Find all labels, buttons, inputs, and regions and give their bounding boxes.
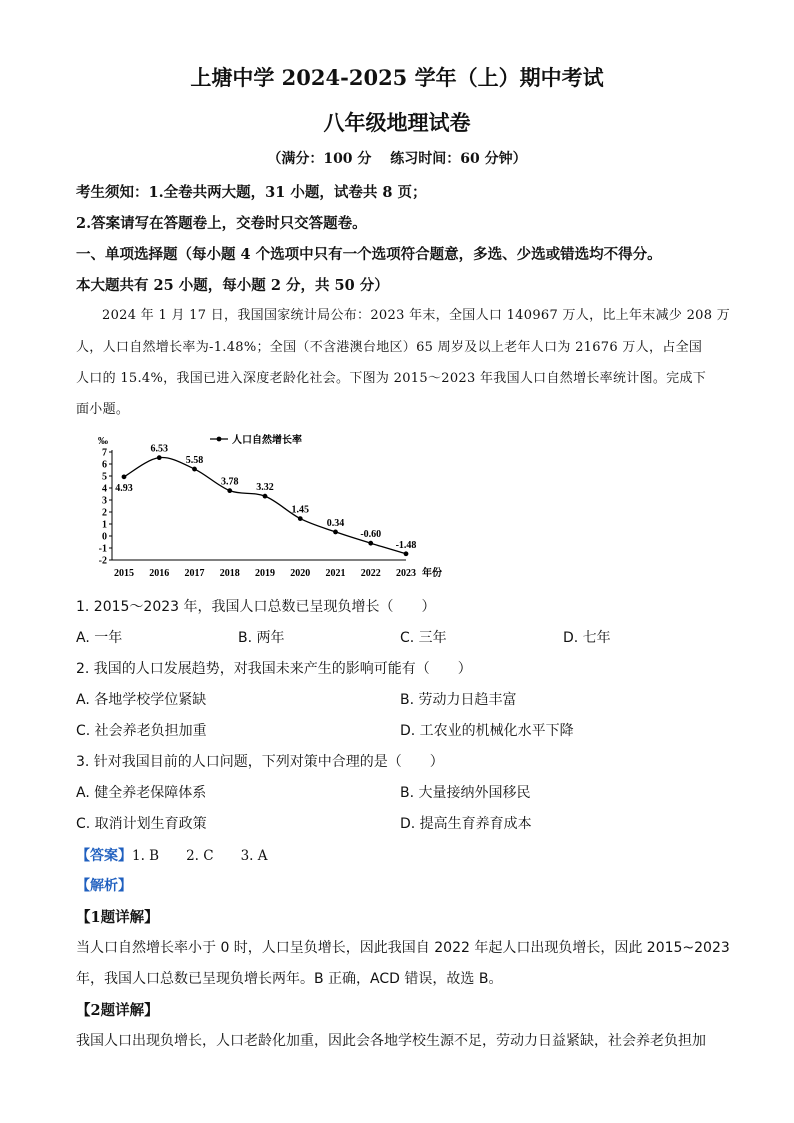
y-tick-label: 0 xyxy=(102,531,107,543)
growth-rate-chart xyxy=(88,428,468,584)
data-point xyxy=(263,494,268,499)
q1-analysis-line-2: 年，我国人口总数已呈现负增长两年。B 正确，ACD 错误，故选 B。 xyxy=(76,971,503,987)
y-tick-label: 5 xyxy=(102,471,107,483)
data-label: 6.53 xyxy=(150,443,168,455)
question-1-option-a: A. 一年 xyxy=(76,630,123,646)
y-tick-label: 3 xyxy=(102,495,107,507)
question-3-option-c: C. 取消计划生育政策 xyxy=(76,816,207,832)
x-tick-label: 2021 xyxy=(325,568,346,579)
data-label: 1.45 xyxy=(291,504,309,516)
data-label: 3.32 xyxy=(256,482,274,494)
x-tick-label: 2015 xyxy=(114,568,134,579)
data-point xyxy=(157,455,162,460)
x-axis-title: 年份 xyxy=(422,568,442,579)
x-tick-label: 2018 xyxy=(219,568,240,579)
question-3-option-b: B. 大量接纳外国移民 xyxy=(400,785,531,801)
answer-text: 1. B 2. C 3. A xyxy=(132,848,268,864)
y-tick-label: -2 xyxy=(98,555,107,567)
data-label: 3.78 xyxy=(221,476,239,488)
y-tick-label: -1 xyxy=(98,543,107,555)
data-point xyxy=(227,488,232,493)
section-heading-line-1: 一、单项选择题（每小题 4 个选项中只有一个选项符合题意，多选、少选或错选均不得分。 xyxy=(76,246,662,263)
question-3-option-d: D. 提高生育养育成本 xyxy=(400,816,532,832)
data-label: -0.60 xyxy=(360,529,382,541)
question-2-stem: 2. 我国的人口发展趋势，对我国未来产生的影响可能有（ ） xyxy=(76,661,472,677)
x-tick-label: 2023 xyxy=(396,568,416,579)
y-tick-label: 7 xyxy=(102,447,107,459)
question-1-option-c: C. 三年 xyxy=(400,630,447,646)
question-3-stem: 3. 针对我国目前的人口问题，下列对策中合理的是（ ） xyxy=(76,754,444,770)
analysis-tag: 【解析】 xyxy=(76,878,132,894)
question-2-option-d: D. 工农业的机械化水平下降 xyxy=(400,723,574,739)
legend-label: 人口自然增长率 xyxy=(232,435,302,446)
passage-line-4: 面小题。 xyxy=(76,402,130,417)
exam-meta: （满分：100 分 练习时间：60 分钟） xyxy=(267,151,527,167)
question-1-stem: 1. 2015～2023 年，我国人口总数已呈现负增长（ ） xyxy=(76,599,436,615)
question-2-option-a: A. 各地学校学位紧缺 xyxy=(76,692,207,708)
passage-line-1: 2024 年 1 月 17 日，我国国家统计局公布：2023 年末，全国人口 140967 万人，比上年末减少 208 万 xyxy=(102,308,731,323)
passage-line-2: 人，人口自然增长率为-1.48%；全国（不含港澳台地区）65 周岁及以上老年人口为 21676 万人，占全国 xyxy=(76,340,703,355)
y-tick-label: 4 xyxy=(102,483,107,495)
y-tick-label: 1 xyxy=(102,519,107,531)
exam-title: 上塘中学 2024-2025 学年（上）期中考试 xyxy=(190,65,604,90)
y-tick-label: 2 xyxy=(102,507,107,519)
question-3-option-a: A. 健全养老保障体系 xyxy=(76,785,207,801)
x-tick-label: 2016 xyxy=(149,568,170,579)
data-label: 5.58 xyxy=(185,455,204,467)
y-axis-unit: ‰ xyxy=(98,436,108,447)
q2-analysis-tag: 【2题详解】 xyxy=(76,1002,159,1019)
x-tick-label: 2017 xyxy=(184,568,205,579)
legend-marker xyxy=(217,437,222,442)
data-point xyxy=(298,516,303,521)
question-1-option-b: B. 两年 xyxy=(238,630,285,646)
section-heading-line-2: 本大题共有 25 小题，每小题 2 分，共 50 分） xyxy=(76,277,389,294)
notice-line-1: 考生须知：1.全卷共两大题，31 小题，试卷共 8 页； xyxy=(76,184,427,201)
question-2-option-c: C. 社会养老负担加重 xyxy=(76,723,207,739)
q2-analysis-line-1: 我国人口出现负增长，人口老龄化加重，因此会各地学校生源不足，劳动力日益紧缺，社会养老负担加 xyxy=(76,1033,706,1049)
data-point xyxy=(122,474,127,479)
data-point xyxy=(192,467,197,472)
data-point xyxy=(333,530,338,535)
q1-analysis-tag: 【1题详解】 xyxy=(76,909,159,926)
data-label: -1.48 xyxy=(395,539,417,551)
x-tick-label: 2019 xyxy=(255,568,275,579)
data-label: 4.93 xyxy=(115,482,133,494)
answer-tag: 【答案】 xyxy=(76,848,132,864)
x-tick-label: 2020 xyxy=(290,568,311,579)
question-2-option-b: B. 劳动力日趋丰富 xyxy=(400,692,517,708)
data-point xyxy=(404,551,409,556)
answer-line xyxy=(76,844,268,865)
x-tick-label: 2022 xyxy=(360,568,381,579)
y-tick-label: 6 xyxy=(102,459,107,471)
data-point xyxy=(368,541,373,546)
q1-analysis-line-1: 当人口自然增长率小于 0 时，人口呈负增长，因此我国自 2022 年起人口出现负增长，因此 2015~2023 xyxy=(76,940,730,956)
notice-line-2: 2.答案请写在答题卷上，交卷时只交答题卷。 xyxy=(76,215,367,232)
passage-line-3: 人口的 15.4%，我国已进入深度老龄化社会。下图为 2015～2023 年我国人口自然增长率统计图。完成下 xyxy=(76,371,707,386)
question-1-option-d: D. 七年 xyxy=(563,630,611,646)
exam-subtitle: 八年级地理试卷 xyxy=(323,110,471,135)
data-label: 0.34 xyxy=(326,517,345,529)
